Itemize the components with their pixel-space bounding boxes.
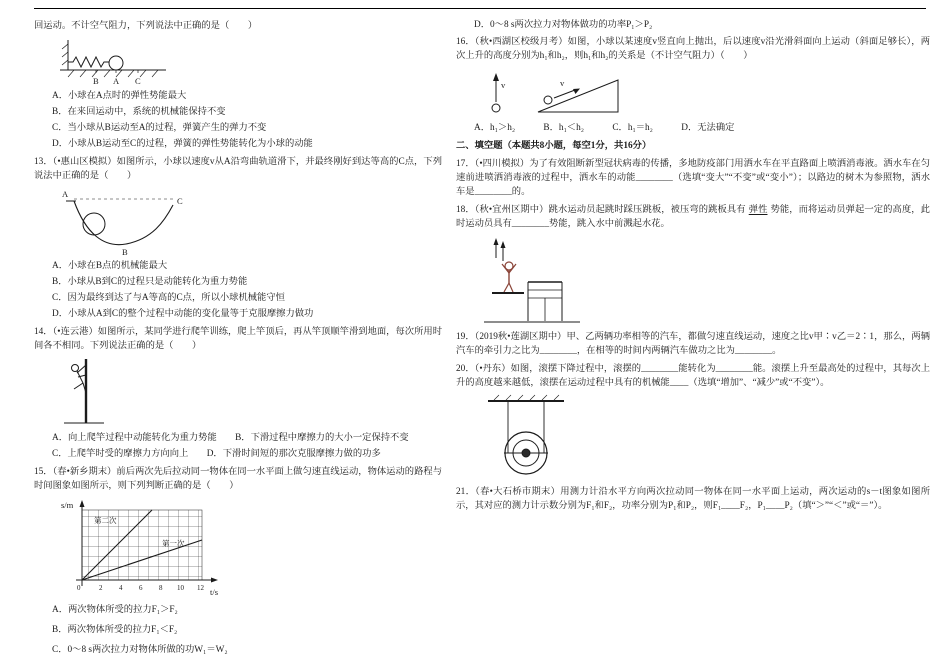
option-d: D．小球从A到C的整个过程中动能的变化量等于克服摩擦力做功 xyxy=(52,309,314,319)
option-a: A．小球在B点的机械能最大 xyxy=(52,261,168,271)
option-b: B．小球从B到C的过程只是动能转化为重力势能 xyxy=(52,277,248,287)
spring-ball-figure xyxy=(58,36,442,86)
two-column-layout xyxy=(34,19,932,664)
option-b: B．h₁＜h₂ xyxy=(543,123,584,133)
diver-diagram xyxy=(480,234,585,326)
x-tick-2: 2 xyxy=(99,584,103,592)
question-15 xyxy=(34,465,442,657)
option-b: B．两次物体所受的拉力F₁＜F₂ xyxy=(52,625,178,635)
maxwell-wheel-figure xyxy=(480,393,930,481)
option-row-cd xyxy=(52,448,442,461)
x-tick-12: 12 xyxy=(197,584,204,592)
question-16 xyxy=(456,35,930,135)
curved-track-diagram xyxy=(58,186,198,256)
x-axis-label: t/s xyxy=(210,587,219,597)
question-stem: 20．（•丹东）如图，滚摆下降过程中，滚摆的________能转化为________能。滚摆上升至最高处的过程中，其每次上升的高度越来越低，滚摆在运动过程中具有的机械能____（选填“增加”、“减少”或“不变”）。 xyxy=(456,364,930,388)
point-label-b: B xyxy=(122,247,128,256)
diver-figure xyxy=(480,234,930,326)
question-13 xyxy=(34,155,442,321)
right-column xyxy=(456,19,930,664)
question-stem: 15．（春•新乡期末）前后两次先后拉动同一物体在同一水平面上做匀速直线运动，物体运动的路程与时间图象如图所示，则下列判断正确的是（ ） xyxy=(34,467,442,491)
question-stem: 13．（•惠山区模拟）如图所示，小球以速度v从A沿弯曲轨道滑下，并最终刚好到达等高的C点，下列说法中正确的是（ ） xyxy=(34,157,442,181)
question-stem: 19．（2019秋•莲湖区期中）甲、乙两辆功率相等的汽车，都做匀速直线运动，速度之比v甲∶v乙＝2∶1，那么，两辆汽车的牵引力之比为________，在相等的时间内两辆汽车做功之比为________。 xyxy=(456,332,930,356)
series-label-first: 第一次 xyxy=(162,539,185,548)
x-tick-6: 6 xyxy=(139,584,143,592)
question-14 xyxy=(34,325,442,461)
x-tick-8: 8 xyxy=(159,584,163,592)
filled-answer: 弹性 xyxy=(748,205,768,215)
point-label-b: B xyxy=(93,76,99,86)
question-stem: 16．（秋•西湖区校级月考）如图，小球以某速度v竖直向上抛出，后以速度v沿光滑斜面向上运动（斜面足够长），两次上升的高度分别为h₁和h₂，则h₁和h₂的关系是（不计空气阻力）（ ） xyxy=(456,37,930,61)
toss-and-incline-figure xyxy=(480,66,930,118)
question-15-option-d: D．0～8 s两次拉力对物体做功的功率P₁＞P₂ xyxy=(474,20,653,30)
stem-text-before: 18．（秋•宜州区期中）跳水运动员起跳时踩压跳板，被压弯的跳板具有 xyxy=(456,205,746,215)
x-tick-10: 10 xyxy=(177,584,184,592)
option-row-abcd xyxy=(474,122,930,135)
maxwell-wheel-diagram xyxy=(480,393,572,481)
option-row-ab xyxy=(52,432,442,445)
question-stem xyxy=(456,203,930,231)
point-label-a: A xyxy=(113,76,120,86)
question-12-continuation xyxy=(34,19,442,151)
pole-climbing-figure xyxy=(58,356,442,428)
distance-time-graph xyxy=(58,496,228,600)
option-d: D．小球从B运动至C的过程，弹簧的弹性势能转化为小球的动能 xyxy=(52,139,313,149)
option-b: B．在来回运动中，系统的机械能保持不变 xyxy=(52,107,226,117)
question-19 xyxy=(456,330,930,358)
point-label-a: A xyxy=(62,189,69,199)
option-a: A．两次物体所受的拉力F₁＞F₂ xyxy=(52,605,178,615)
section-2-header: 二、填空题（本题共8小题，每空1分，共16分） xyxy=(456,141,652,151)
point-label-c: C xyxy=(135,76,141,86)
option-a: A．小球在A点时的弹性势能最大 xyxy=(52,91,187,101)
question-stem: 21．（春•大石桥市期末）用测力计沿水平方向两次拉动同一物体在同一水平面上运动，两次运动的s－t图象如图所示，其对应的测力计示数分别为F₁和F₂，功率分别为P₁和P₂，则F₁____F₂，P₁____P₂（填“＞”“＜”或“＝”）。 xyxy=(456,487,930,511)
question-20 xyxy=(456,362,930,481)
x-tick-0: 0 xyxy=(77,584,81,592)
option-d: D．下滑时间短的那次克服摩擦力做的功多 xyxy=(206,449,381,459)
velocity-label-up: v xyxy=(501,80,506,90)
y-axis-label: s/m xyxy=(61,500,74,510)
option-a: A．向上爬竿过程中动能转化为重力势能 xyxy=(52,433,217,443)
left-column xyxy=(34,19,442,664)
distance-time-graph-figure xyxy=(58,496,442,600)
option-c: C．当小球从B运动至A的过程，弹簧产生的弹力不变 xyxy=(52,123,267,133)
pole-climbing-diagram xyxy=(58,356,108,428)
top-divider xyxy=(34,8,926,9)
option-c: C．因为最终到达了与A等高的C点，所以小球机械能守恒 xyxy=(52,293,285,303)
question-stem: 回运动。不计空气阻力，下列说法中正确的是（ ） xyxy=(34,21,258,31)
option-a: A．h₁＞h₂ xyxy=(474,123,516,133)
spring-ball-diagram xyxy=(58,36,170,86)
question-17 xyxy=(456,157,930,199)
toss-and-incline-diagram xyxy=(480,66,630,118)
question-21 xyxy=(456,485,930,513)
option-c: C．上爬竿时受的摩擦力方向向上 xyxy=(52,449,189,459)
diver-person xyxy=(502,262,516,292)
question-stem: 17．（•四川模拟）为了有效阻断新型冠状病毒的传播，多地防疫部门用洒水车在平直路面上喷洒消毒液。洒水车在匀速前进喷洒消毒液的过程中，洒水车的动能________（选填“变大”“不变”或“变小”）；以路边的树木为参照物，洒水车是________的。 xyxy=(456,159,930,197)
option-c: C．0～8 s两次拉力对物体所做的功W₁＝W₂ xyxy=(52,645,228,655)
option-d: D．无法确定 xyxy=(681,123,735,133)
velocity-label-incline: v xyxy=(560,78,565,88)
curved-track-figure xyxy=(58,186,442,256)
series-label-second: 第二次 xyxy=(94,516,117,525)
question-stem: 14．（•连云港）如图所示，某同学进行爬竿训练，爬上竿顶后，再从竿顶顺竿滑到地面，每次所用时间各不相同。下列说法正确的是（ ） xyxy=(34,327,442,351)
point-label-c: C xyxy=(177,196,183,206)
x-tick-4: 4 xyxy=(119,584,123,592)
option-b: B．下滑过程中摩擦力的大小一定保持不变 xyxy=(235,433,409,443)
stem-text-after: 势能，而将运动员弹起一定的高度，此时运动员具有________势能，跳入水中前溅起水花。 xyxy=(456,205,930,229)
option-c: C．h₁＝h₂ xyxy=(612,123,653,133)
question-18 xyxy=(456,203,930,326)
